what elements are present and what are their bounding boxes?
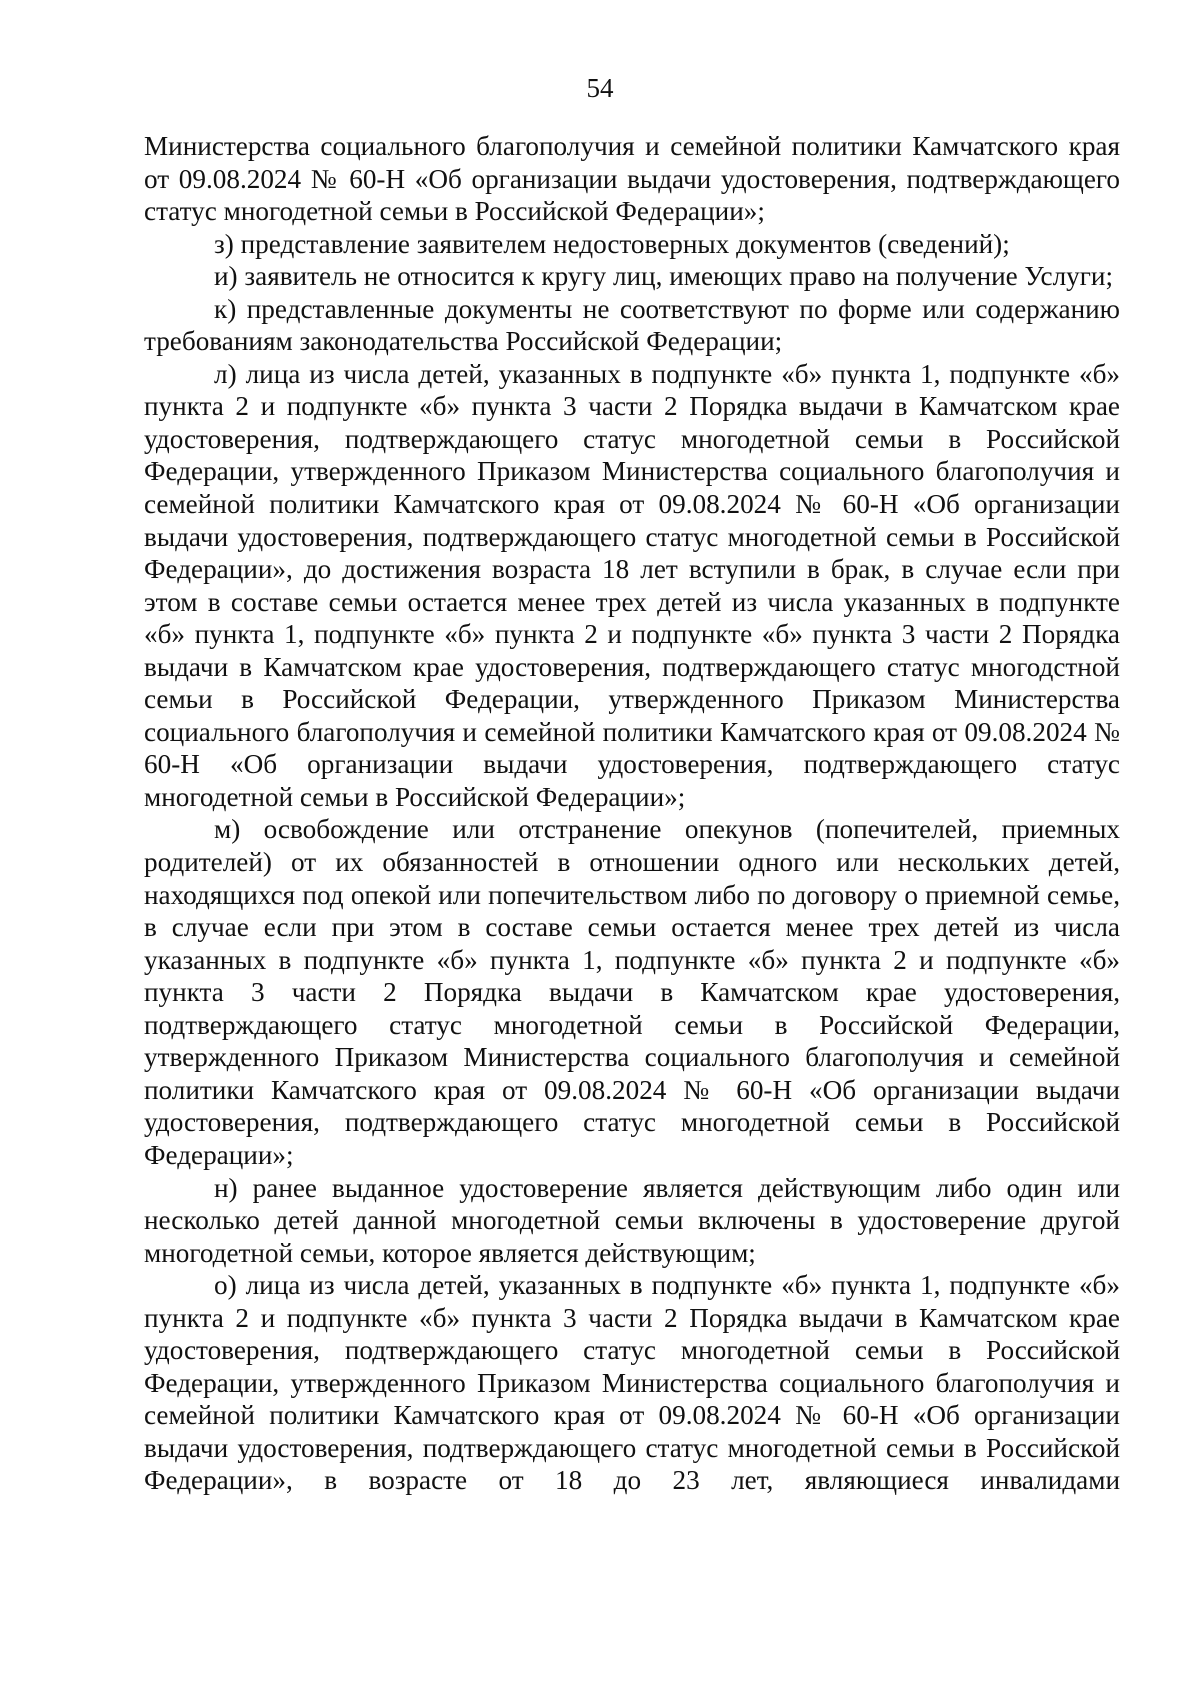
paragraph-item-o: о) лица из числа детей, указанных в подпункте «б» пункта 1, подпункте «б» пункта 2 и подпункте «б» пункта 3 части 2 Порядка выдачи в Камчатском крае удостоверения, подтверждающего статус многодетной семьи в Российской Федерации, утвержденного Приказом Министерства социального благополучия и семейной политики Камчатского края от 09.08.2024 № 60-Н «Об организации выдачи удостоверения, подтверждающего статус многодетной семьи в Российской Федерации», в возрасте от 18 до 23 лет, являющиеся инвалидами <box>144 1270 1120 1496</box>
paragraph-item-z: з) представление заявителем недостоверных документов (сведений); <box>214 228 1010 259</box>
paragraph-item-n: н) ранее выданное удостоверение является действующим либо один или несколько детей данной многодетной семьи включены в удостоверение другой многодетной семьи, которое является действующим; <box>144 1172 1120 1268</box>
document-body <box>144 130 1120 1497</box>
paragraph-item-i: и) заявитель не относится к кругу лиц, имеющих право на получение Услуги; <box>214 261 1113 292</box>
paragraph-item-k: к) представленные документы не соответствуют по форме или содержанию требованиям законодательства Российской Федерации; <box>144 293 1120 357</box>
paragraph-item-l: л) лица из числа детей, указанных в подпункте «б» пункта 1, подпункте «б» пункта 2 и подпункте «б» пункта 3 части 2 Порядка выдачи в Камчатском крае удостоверения, подтверждающего статус многодетной семьи в Российской Федерации, утвержденного Приказом Министерства социального благополучия и семейной политики Камчатского края от 09.08.2024 № 60-Н «Об организации выдачи удостоверения, подтверждающего статус многодетной семьи в Российской Федерации», до достижения возраста 18 лет вступили в брак, в случае если при этом в составе семьи остается менее трех детей из числа указанных в подпункте «б» пункта 1, подпункте «б» пункта 2 и подпункте «б» пункта 3 части 2 Порядка выдачи в Камчатском крае удостоверения, подтверждающего статус многодстной семьи в Российской Федерации, утвержденного Приказом Министерства социального благополучия и семейной политики Камчатского края от 09.08.2024 № 60-Н «Об организации выдачи удостоверения, подтверждающего статус многодетной семьи в Российской Федерации»; <box>144 358 1120 812</box>
paragraph-continuation: Министерства социального благополучия и семейной политики Камчатского края от 09.08.2024 № 60-Н «Об организации выдачи удостоверения, подтверждающего статус многодетной семьи в Российской Федерации»; <box>144 131 1120 227</box>
page-number: 54 <box>586 73 614 103</box>
paragraph-item-m: м) освобождение или отстранение опекунов (попечителей, приемных родителей) от их обязанностей в отношении одного или нескольких детей, находящихся под опекой или попечительством либо по договору о приемной семье, в случае если при этом в составе семьи остается менее трех детей из числа указанных в подпункте «б» пункта 1, подпункте «б» пункта 2 и подпункте «б» пункта 3 части 2 Порядка выдачи в Камчатском крае удостоверения, подтверждающего статус многодетной семьи в Российской Федерации, утвержденного Приказом Министерства социального благополучия и семейной политики Камчатского края от 09.08.2024 № 60-Н «Об организации выдачи удостоверения, подтверждающего статус многодетной семьи в Российской Федерации»; <box>144 814 1120 1170</box>
